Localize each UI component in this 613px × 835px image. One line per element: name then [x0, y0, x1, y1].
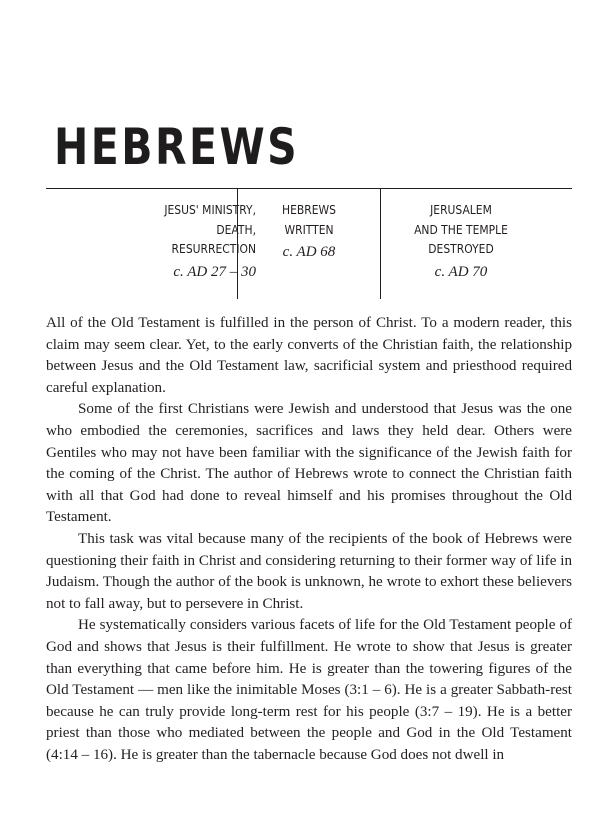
timeline: [46, 189, 572, 299]
timeline-label: JESUS' MINISTRY, DEATH, RESURRECTION: [164, 202, 256, 256]
timeline-date: c. AD 27 – 30: [173, 263, 256, 280]
timeline-label: JERUSALEM AND THE TEMPLE DESTROYED: [414, 202, 508, 256]
paragraph: All of the Old Testament is fulfilled in the person of Christ. To a modern reader, this claim may seem clear. Yet, to the early converts of the Christian faith, the relationship between Jesus and the Old Testament law, sacrificial system and priesthood required careful explanation.: [46, 315, 572, 396]
page-title: HEBREWS: [54, 118, 300, 176]
paragraph: This task was vital because many of the recipients of the book of Hebrews were questioning their faith in Christ and considering returning to their former way of life in Judaism. Though the author of the book is unknown, he wrote to exhort these believers not to fall away, but to persevere in Christ.: [46, 530, 572, 612]
body-text: [46, 313, 572, 766]
paragraph: Some of the first Christians were Jewish and understood that Jesus was the one who embodied the ceremonies, sacrifices and laws they held dear. Others were Gentiles who may not have been familiar with the significance of the Jewish faith for the coming of the Christ. The author of Hebrews wrote to connect the Christian faith with all that God had done to reveal himself and his promises throughout the Old Testament.: [46, 401, 572, 526]
timeline-date: c. AD 68: [282, 244, 336, 260]
timeline-item-ministry: [76, 200, 256, 283]
timeline-item-temple-destroyed: [390, 200, 532, 283]
timeline-date: c. AD 70: [434, 263, 488, 280]
timeline-item-hebrews-written: [238, 200, 380, 263]
timeline-divider: [380, 189, 381, 299]
paragraph: He systematically considers various facets of life for the Old Testament people of God and shows that Jesus is their fulfillment. He wrote to show that Jesus is greater than everything that came before him. He is greater than the towering figures of the Old Testament — men like the inimitable Moses (3:1 – 6). He is a greater Sabbath-rest because he can truly provide long-term rest for his people (3:7 – 19). He is a better priest than those who mediated between the people and God in the Old Testament (4:14 – 16). He is greater than the tabernacle because God does not dwell in: [46, 617, 572, 763]
timeline-label: HEBREWS WRITTEN: [282, 202, 336, 237]
